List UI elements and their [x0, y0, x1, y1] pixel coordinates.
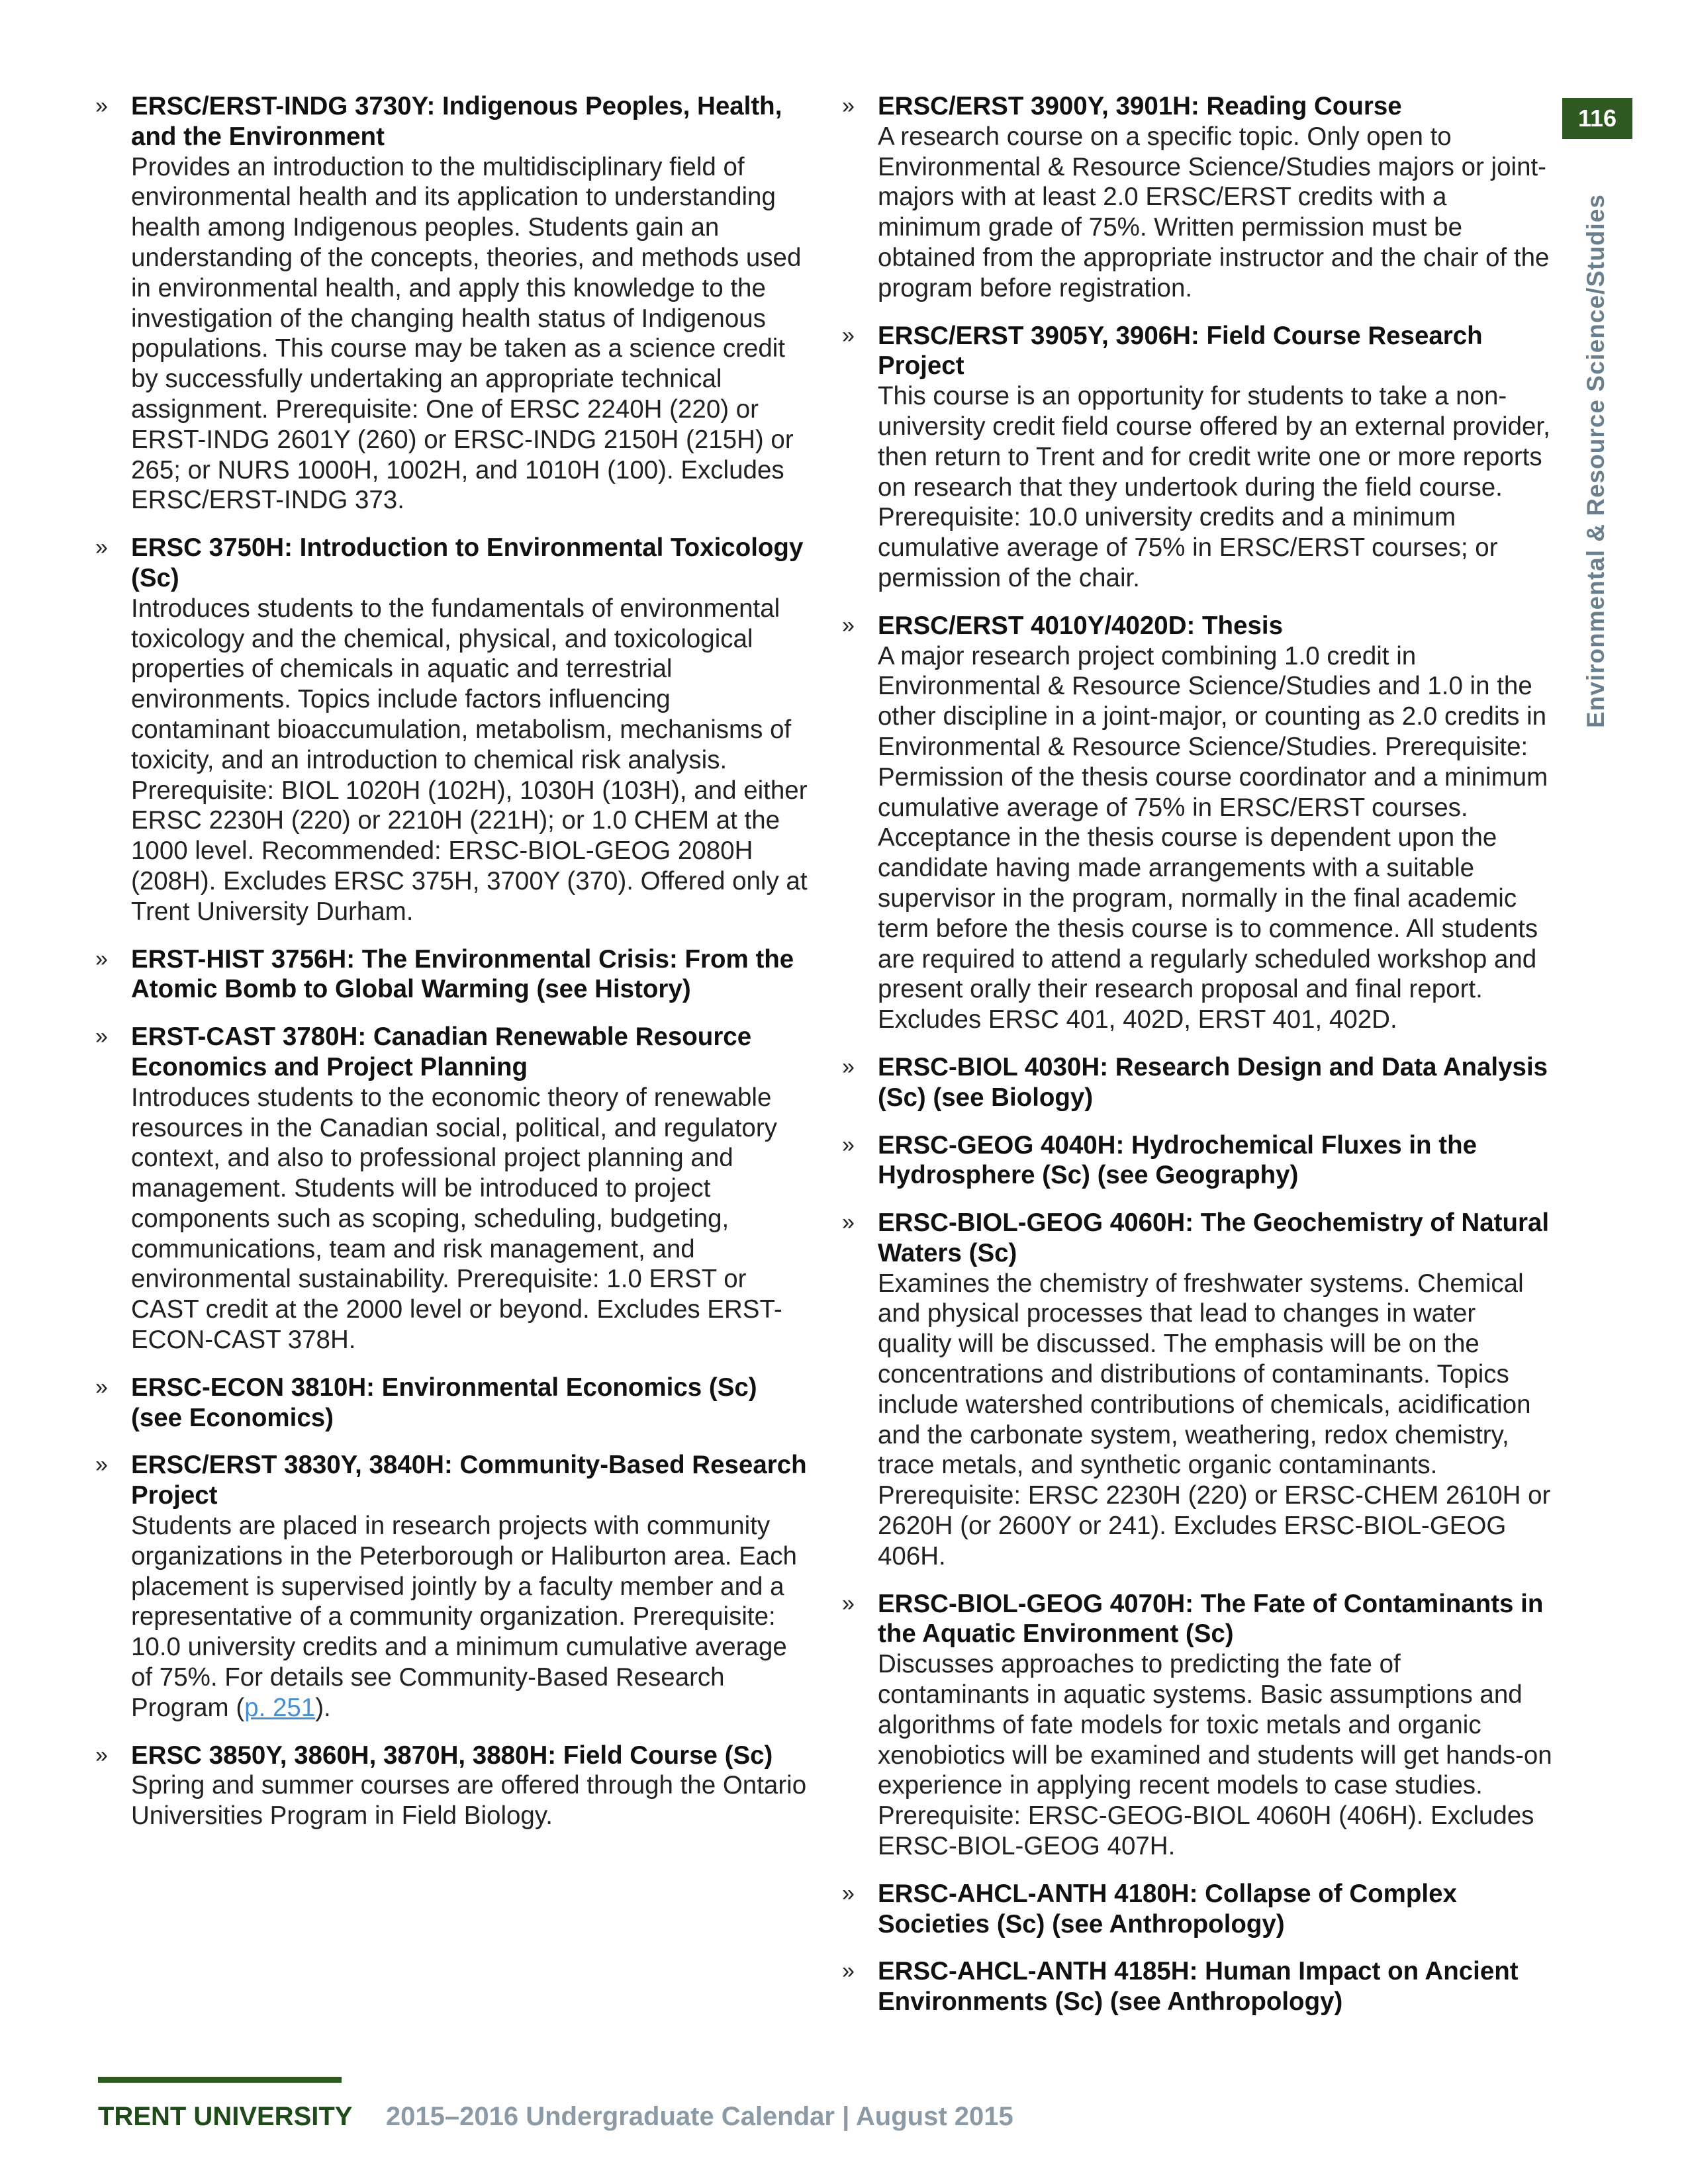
left-column — [93, 91, 808, 1848]
course-title: ERST-HIST 3756H: The Environmental Crisis: From the Atomic Bomb to Global Warming (see History) — [131, 944, 794, 1004]
course-title: ERSC-BIOL 4030H: Research Design and Data Analysis (Sc) (see Biology) — [878, 1052, 1548, 1112]
course-entry — [93, 944, 808, 1005]
course-title: ERSC-AHCL-ANTH 4180H: Collapse of Complex Societies (Sc) (see Anthropology) — [878, 1879, 1457, 1938]
bullet-marker: » — [842, 612, 855, 638]
course-entry — [839, 1052, 1554, 1113]
course-description — [131, 594, 808, 927]
bullet-marker: » — [95, 1452, 108, 1478]
right-column — [839, 91, 1554, 2034]
description-text-after: ). — [315, 1693, 331, 1722]
course-description — [131, 152, 808, 516]
footer — [98, 2102, 1013, 2132]
bullet-marker: » — [842, 1958, 855, 1984]
course-title: ERSC/ERST 3830Y, 3840H: Community-Based Research Project — [131, 1451, 807, 1510]
course-title: ERSC 3750H: Introduction to Environmental Toxicology (Sc) — [131, 533, 804, 592]
footer-calendar: 2015–2016 Undergraduate Calendar | August 2015 — [385, 2102, 1013, 2131]
course-description — [131, 1083, 808, 1355]
bullet-marker: » — [842, 322, 855, 348]
bullet-marker: » — [95, 93, 108, 118]
page-number: 116 — [1562, 98, 1632, 139]
course-entry — [93, 91, 808, 516]
course-entry — [93, 1450, 808, 1723]
bullet-marker: » — [842, 1880, 855, 1906]
course-description — [131, 1511, 808, 1723]
course-entry — [93, 533, 808, 927]
course-title: ERSC/ERST-INDG 3730Y: Indigenous Peoples, Health, and the Environment — [131, 92, 782, 151]
description-text: A major research project combining 1.0 credit in Environmental & Resource Science/Studies and 1.0 in the other discipline in a joint-major, or counting as 2.0 credits in Environmental & Resource Science/Studies. Prerequisite: Permission of the thesis course coordinator and a minimum cumulative average of 75% in ERSC/ERST courses. Acceptance in the thesis course is dependent upon the candidate having made arrangements with a suitable supervisor in the program, normally in the final academic term before the thesis course is to commence. All students are required to attend a regularly scheduled workshop and present orally their research proposal and final report. Excludes ERSC 401, 402D, ERST 401, 402D. — [878, 641, 1548, 1034]
bullet-marker: » — [95, 535, 108, 561]
bullet-marker: » — [842, 1210, 855, 1236]
description-text: This course is an opportunity for students to take a non-university credit field course offered by an external provider, then return to Trent and for credit write one or more reports on research that they undertook during the field course. Prerequisite: 10.0 university credits and a minimum cumulative average of 75% in ERSC/ERST courses; or permission of the chair. — [878, 382, 1550, 592]
course-description — [878, 1649, 1554, 1862]
side-heading: Environmental & Resource Science/Studies — [1582, 194, 1609, 728]
footer-rule — [98, 2077, 342, 2083]
bullet-marker: » — [842, 93, 855, 118]
page-reference-link[interactable]: p. 251 — [244, 1693, 316, 1722]
description-text: Spring and summer courses are offered through the Ontario Universities Program in Field Biology. — [131, 1771, 807, 1831]
course-entry — [839, 1956, 1554, 2017]
course-entry — [839, 1879, 1554, 1940]
course-description — [878, 641, 1554, 1035]
course-entry — [839, 611, 1554, 1035]
footer-university: TRENT UNIVERSITY — [98, 2102, 352, 2131]
course-title: ERSC-BIOL-GEOG 4060H: The Geochemistry of Natural Waters (Sc) — [878, 1208, 1550, 1267]
description-text: A research course on a specific topic. Only open to Environmental & Resource Science/Studies majors or joint-majors with at least 2.0 ERSC/ERST credits with a minimum grade of 75%. Written permission must be obtained from the appropriate instructor and the chair of the program before registration. — [878, 122, 1550, 302]
bullet-marker: » — [842, 1132, 855, 1158]
description-text: Examines the chemistry of freshwater systems. Chemical and physical processes that lead to changes in water quality will be discussed. The emphasis will be on the concentrations and distributions of contaminants. Topics include watershed contributions of chemicals, acidification and the carbonate system, weathering, redox chemistry, trace metals, and synthetic organic contaminants. Prerequisite: ERSC 2230H (220) or ERSC-CHEM 2610H or 2620H (or 2600Y or 241). Excludes ERSC-BIOL-GEOG 406H. — [878, 1269, 1551, 1570]
course-entry — [839, 321, 1554, 594]
course-title: ERSC/ERST 3900Y, 3901H: Reading Course — [878, 92, 1402, 120]
description-text: Provides an introduction to the multidisciplinary field of environmental health and its application to understanding health among Indigenous peoples. Students gain an understanding of the concepts, theories, and methods used in environmental health, and apply this knowledge to the investigation of the changing health status of Indigenous populations. This course may be taken as a science credit by successfully undertaking an appropriate technical assignment. Prerequisite: One of ERSC 2240H (220) or ERST-INDG 2601Y (260) or ERSC-INDG 2150H (215H) or 265; or NURS 1000H, 1002H, and 1010H (100). Excludes ERSC/ERST-INDG 373. — [131, 152, 802, 515]
course-entry — [839, 1208, 1554, 1572]
description-text: Introduces students to the economic theory of renewable resources in the Canadian social, political, and regulatory context, and also to professional project planning and management. Students will be introduced to project components such as scoping, scheduling, budgeting, communications, team and risk management, and environmental sustainability. Prerequisite: 1.0 ERST or CAST credit at the 2000 level or beyond. Excludes ERST-ECON-CAST 378H. — [131, 1083, 782, 1355]
course-title: ERSC-GEOG 4040H: Hydrochemical Fluxes in the Hydrosphere (Sc) (see Geography) — [878, 1130, 1477, 1190]
description-text: Students are placed in research projects with community organizations in the Peterborough or Haliburton area. Each placement is supervised jointly by a faculty member and a representative of a community organization. Prerequisite: 10.0 university credits and a minimum cumulative average of 75%. For details see Community-Based Research Program ( — [131, 1512, 797, 1722]
course-title: ERSC/ERST 4010Y/4020D: Thesis — [878, 611, 1283, 640]
description-text: Discusses approaches to predicting the fate of contaminants in aquatic systems. Basic assumptions and algorithms of fate models for toxic metals and organic xenobiotics will be examined and students will get hands-on experience in applying recent models to case studies. Prerequisite: ERSC-GEOG-BIOL 4060H (406H). Excludes ERSC-BIOL-GEOG 407H. — [878, 1650, 1552, 1861]
description-text: Introduces students to the fundamentals of environmental toxicology and the chemical, physical, and toxicological properties of chemicals in aquatic and terrestrial environments. Topics include factors influencing contaminant bioaccumulation, metabolism, mechanisms of toxicity, and an introduction to chemical risk analysis. Prerequisite: BIOL 1020H (102H), 1030H (103H), and either ERSC 2230H (220) or 2210H (221H); or 1.0 CHEM at the 1000 level. Recommended: ERSC-BIOL-GEOG 2080H (208H). Excludes ERSC 375H, 3700Y (370). Offered only at Trent University Durham. — [131, 594, 808, 926]
course-description — [878, 381, 1554, 594]
course-title: ERST-CAST 3780H: Canadian Renewable Resource Economics and Project Planning — [131, 1023, 752, 1081]
course-description — [131, 1770, 808, 1831]
bullet-marker: » — [842, 1590, 855, 1616]
course-description — [878, 1269, 1554, 1572]
course-title: ERSC-AHCL-ANTH 4185H: Human Impact on Ancient Environments (Sc) (see Anthropology) — [878, 1957, 1519, 2017]
course-entry — [93, 1022, 808, 1355]
bullet-marker: » — [95, 1742, 108, 1768]
course-entry — [93, 1741, 808, 1831]
bullet-marker: » — [842, 1054, 855, 1079]
course-entry — [839, 1589, 1554, 1862]
course-entry — [839, 91, 1554, 304]
course-title: ERSC 3850Y, 3860H, 3870H, 3880H: Field Course (Sc) — [131, 1741, 773, 1770]
course-entry — [839, 1130, 1554, 1191]
course-title: ERSC/ERST 3905Y, 3906H: Field Course Research Project — [878, 321, 1483, 381]
bullet-marker: » — [95, 946, 108, 972]
course-description — [878, 122, 1554, 304]
course-title: ERSC-ECON 3810H: Environmental Economics (Sc) (see Economics) — [131, 1373, 757, 1432]
course-entry — [93, 1373, 808, 1433]
course-title: ERSC-BIOL-GEOG 4070H: The Fate of Contaminants in the Aquatic Environment (Sc) — [878, 1589, 1544, 1649]
bullet-marker: » — [95, 1024, 108, 1050]
bullet-marker: » — [95, 1374, 108, 1400]
